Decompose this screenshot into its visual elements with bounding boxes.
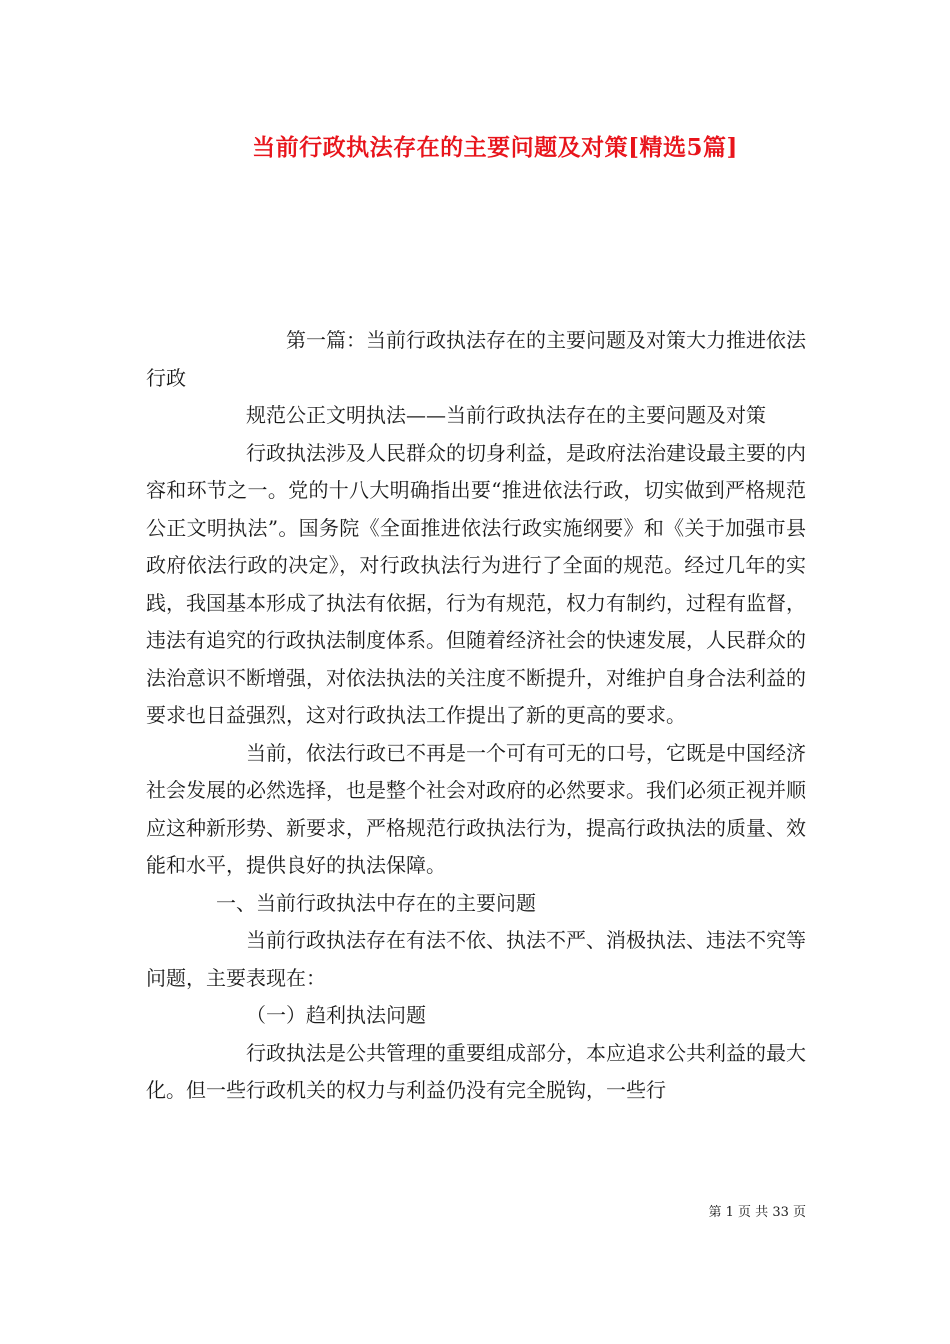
paragraph-1: 第一篇：当前行政执法存在的主要问题及对策大力推进依法行政: [146, 328, 806, 390]
page-number: 第 1 页 共 33 页: [708, 1205, 806, 1220]
paragraph-4: 当前，依法行政已不再是一个可有可无的口号，它既是中国经济社会发展的必然选择，也是整个社会对政府的必然要求。我们必须正视并顺应这种新形势、新要求，严格规范行政执法行为，提高行政执法的质量、效能和水平，提供良好的执法保障。: [146, 740, 806, 877]
paragraph-3: 行政执法涉及人民群众的切身利益，是政府法治建设最主要的内容和环节之一。党的十八大明确指出要“推进依法行政，切实做到严格规范公正文明执法”。国务院《全面推进依法行政实施纲要》和《关于加强市县政府依法行政的决定》，对行政执法行为进行了全面的规范。经过几年的实践，我国基本形成了执法有依据，行为有规范，权力有制约，过程有监督，违法有追究的行政执法制度体系。但随着经济社会的快速发展，人民群众的法治意识不断增强，对依法执法的关注度不断提升，对维护自身合法利益的要求也日益强烈，这对行政执法工作提出了新的更高的要求。: [146, 440, 806, 727]
subsection-heading-1: （一）趋利执法问题: [246, 1003, 426, 1027]
paragraph-5: 当前行政执法存在有法不依、执法不严、消极执法、违法不究等问题，主要表现在：: [146, 928, 806, 990]
paragraph-2: 规范公正文明执法——当前行政执法存在的主要问题及对策: [246, 403, 766, 427]
document-body: [146, 322, 806, 1110]
section-heading-1: 一、当前行政执法中存在的主要问题: [216, 890, 536, 915]
paragraph-6: 行政执法是公共管理的重要组成部分，本应追求公共利益的最大化。但一些行政机关的权力与利益仍没有完全脱钩，一些行: [146, 1040, 806, 1102]
document-title: 当前行政执法存在的主要问题及对策[精选5篇]: [252, 134, 738, 161]
